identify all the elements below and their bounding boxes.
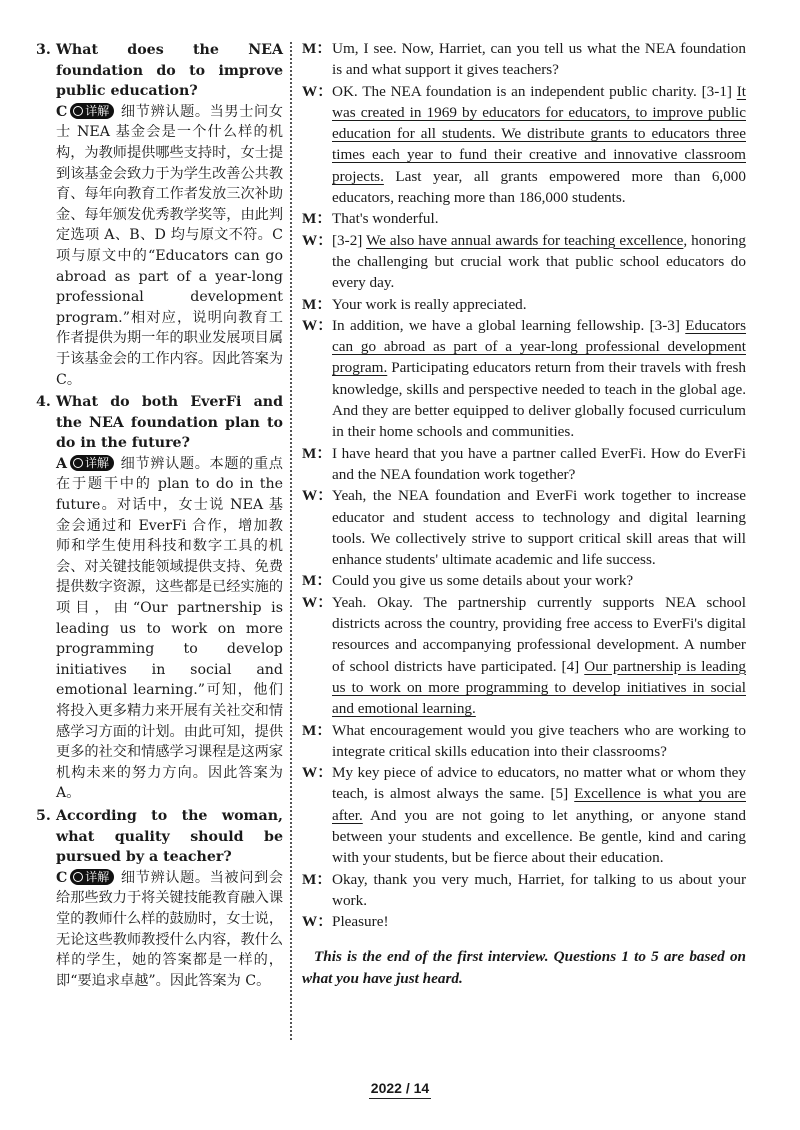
- transcript-turn: W： In addition, we have a global learning fellowship. [3-3] Educators can go abroad as part of a year-long professional development program. Participating educators return from their travels with fresh knowledge, skills and perspective needed to teach in the global age. And they are better equipped to deliver globally focused curriculum in their home schools and communities.: [302, 316, 747, 441]
- explanation-text: 细节辨认题。当男士问女士 NEA 基金会是一个什么样的机构，为教师提供哪些支持时，女士提到该基金会致力于为学生改善公共教育、每年向教育工作者发放三次补助金、每年颁发优秀教学奖等，由此判定选项 A、B、D 均与原文不符。C 项与原文中的“Educators can go abroad as part of a year-long professional development program.”相对应，说明向教育工作者提供为期一年的职业发展项目属于该基金会的工作内容。因此答案为 C。: [56, 103, 284, 388]
- transcript-column: [302, 38, 746, 989]
- transcript-turn: M： Your work is really appreciated.: [302, 295, 527, 313]
- explanation-badge: 详解: [70, 455, 114, 471]
- question-5-text: 5. According to the woman, what quality should be pursued by a teacher?: [36, 807, 283, 866]
- evidence-underline: Our partnership is leading us to work on more programming to develop initiatives in social and emotional learning.: [332, 657, 747, 718]
- explanation-text: 细节辨认题。当被问到会给那些致力于将关键技能教育融入课堂的教师什么样的鼓励时，女士说，无论这些教师教授什么内容，教什么样的学生，她的答案都是一样的，即“要追求卓越”。因此答案为 C。: [56, 869, 284, 989]
- transcript-turn: W： Yeah, the NEA foundation and EverFi work together to increase educator and student access to technology and digital learning tools. We collectively strive to support critical skill areas that will enhance students' ultimate academic and life success.: [302, 487, 746, 569]
- evidence-underline: Excellence is what you are after.: [332, 785, 746, 824]
- transcript-turn: M： I have heard that you have a partner called EverFi. How do EverFi and the NEA foundation work together?: [302, 444, 746, 483]
- question-4-text: 4. What do both EverFi and the NEA foundation plan to do in the future?: [36, 394, 283, 452]
- evidence-marker: [3-2]: [332, 231, 363, 249]
- magnifier-icon: [73, 458, 83, 468]
- question-5: [36, 806, 283, 991]
- question-3: [36, 40, 283, 390]
- question-3-text: 3. What does the NEA foundation do to improve public education?: [36, 42, 283, 100]
- answer-letter: C: [56, 103, 68, 120]
- evidence-underline: It was created in 1969 by educators for educators, to improve public education for all students. We distribute grants to educators three times each year to fund their creative and innovative classroom projects.: [332, 82, 747, 185]
- transcript-turn: M： What encouragement would you give teachers who are working to integrate critical skills education into their classrooms?: [302, 721, 746, 760]
- question-4: [36, 392, 283, 804]
- transcript-turn: W： [3-2] We also have annual awards for teaching excellence, honoring the challenging but crucial work that public school educators do every day.: [302, 231, 747, 292]
- explanation-text: 细节辨认题。本题的重点在于题干中的 plan to do in the future。对话中，女士说 NEA 基金会通过和 EverFi 合作，增加教师和学生使用科技和数字工具的机会、对关键技能领域提供支持、免费提供数字资源，这些都是已经实施的项目，由“Our partnership is leading us to work on more programming to develop initiatives in social and emotional learning.”可知，他们将投入更多精力来开展有关社交和情感学习方面的计划。由此可知，提供更多的社交和情感学习课程是这两家机构未来的努力方向。因此答案为 A。: [56, 455, 284, 802]
- evidence-marker: [4]: [561, 657, 580, 675]
- transcript-turn: W： Yeah. Okay. The partnership currently supports NEA school districts across the country, providing free access to EverFi's digital resources and accompanying professional development. A number of school districts have participated. [4] Our partnership is leading us to work on more programming to develop initiatives in social and emotional learning.: [302, 593, 747, 718]
- answer-letter: C: [56, 869, 68, 886]
- transcript-turn: W： OK. The NEA foundation is an independent public charity. [3-1] It was created in 1969 by educators for educators, to improve public education for all students. We distribute grants to educators three times each year to fund their creative and innovative classroom projects. Last year, all grants empowered more than 6,000 educators, reaching more than 186,000 students.: [302, 82, 747, 207]
- magnifier-icon: [73, 106, 83, 116]
- transcript-turn: W： Pleasure!: [302, 913, 389, 931]
- evidence-marker: [3-1]: [701, 82, 732, 100]
- transcript-turn: M： Okay, thank you very much, Harriet, for talking to us about your work.: [302, 870, 746, 909]
- explanation-badge: 详解: [70, 869, 114, 885]
- explanation-column: [36, 38, 283, 991]
- explanation-badge: 详解: [70, 103, 114, 119]
- evidence-marker: [5]: [550, 785, 569, 803]
- transcript-turn: M： That's wonderful.: [302, 210, 439, 228]
- evidence-underline: Educators can go abroad as part of a year-long professional development program.: [332, 316, 747, 377]
- transcript-turn: W： My key piece of advice to educators, no matter what or whom they teach, is almost always the same. [5] Excellence is what you are after. And you are not going to let anything, or anyone stand between your students and excellence. Be gentle, kind and caring with your students, but be fierce about their education.: [302, 764, 746, 867]
- closing-note: This is the end of the first interview. Questions 1 to 5 are based on what you have just heard.: [302, 948, 746, 987]
- answer-letter: A: [56, 455, 68, 472]
- evidence-underline: We also have annual awards for teaching excellence: [366, 231, 684, 249]
- magnifier-icon: [73, 872, 83, 882]
- evidence-marker: [3-3]: [649, 316, 680, 334]
- column-divider: [290, 42, 292, 1040]
- page-number: 2022 / 14: [0, 1080, 800, 1096]
- transcript-turn: M： Um, I see. Now, Harriet, can you tell us what the NEA foundation is and what support it gives teachers?: [302, 40, 746, 79]
- transcript-turn: M： Could you give us some details about your work?: [302, 572, 634, 590]
